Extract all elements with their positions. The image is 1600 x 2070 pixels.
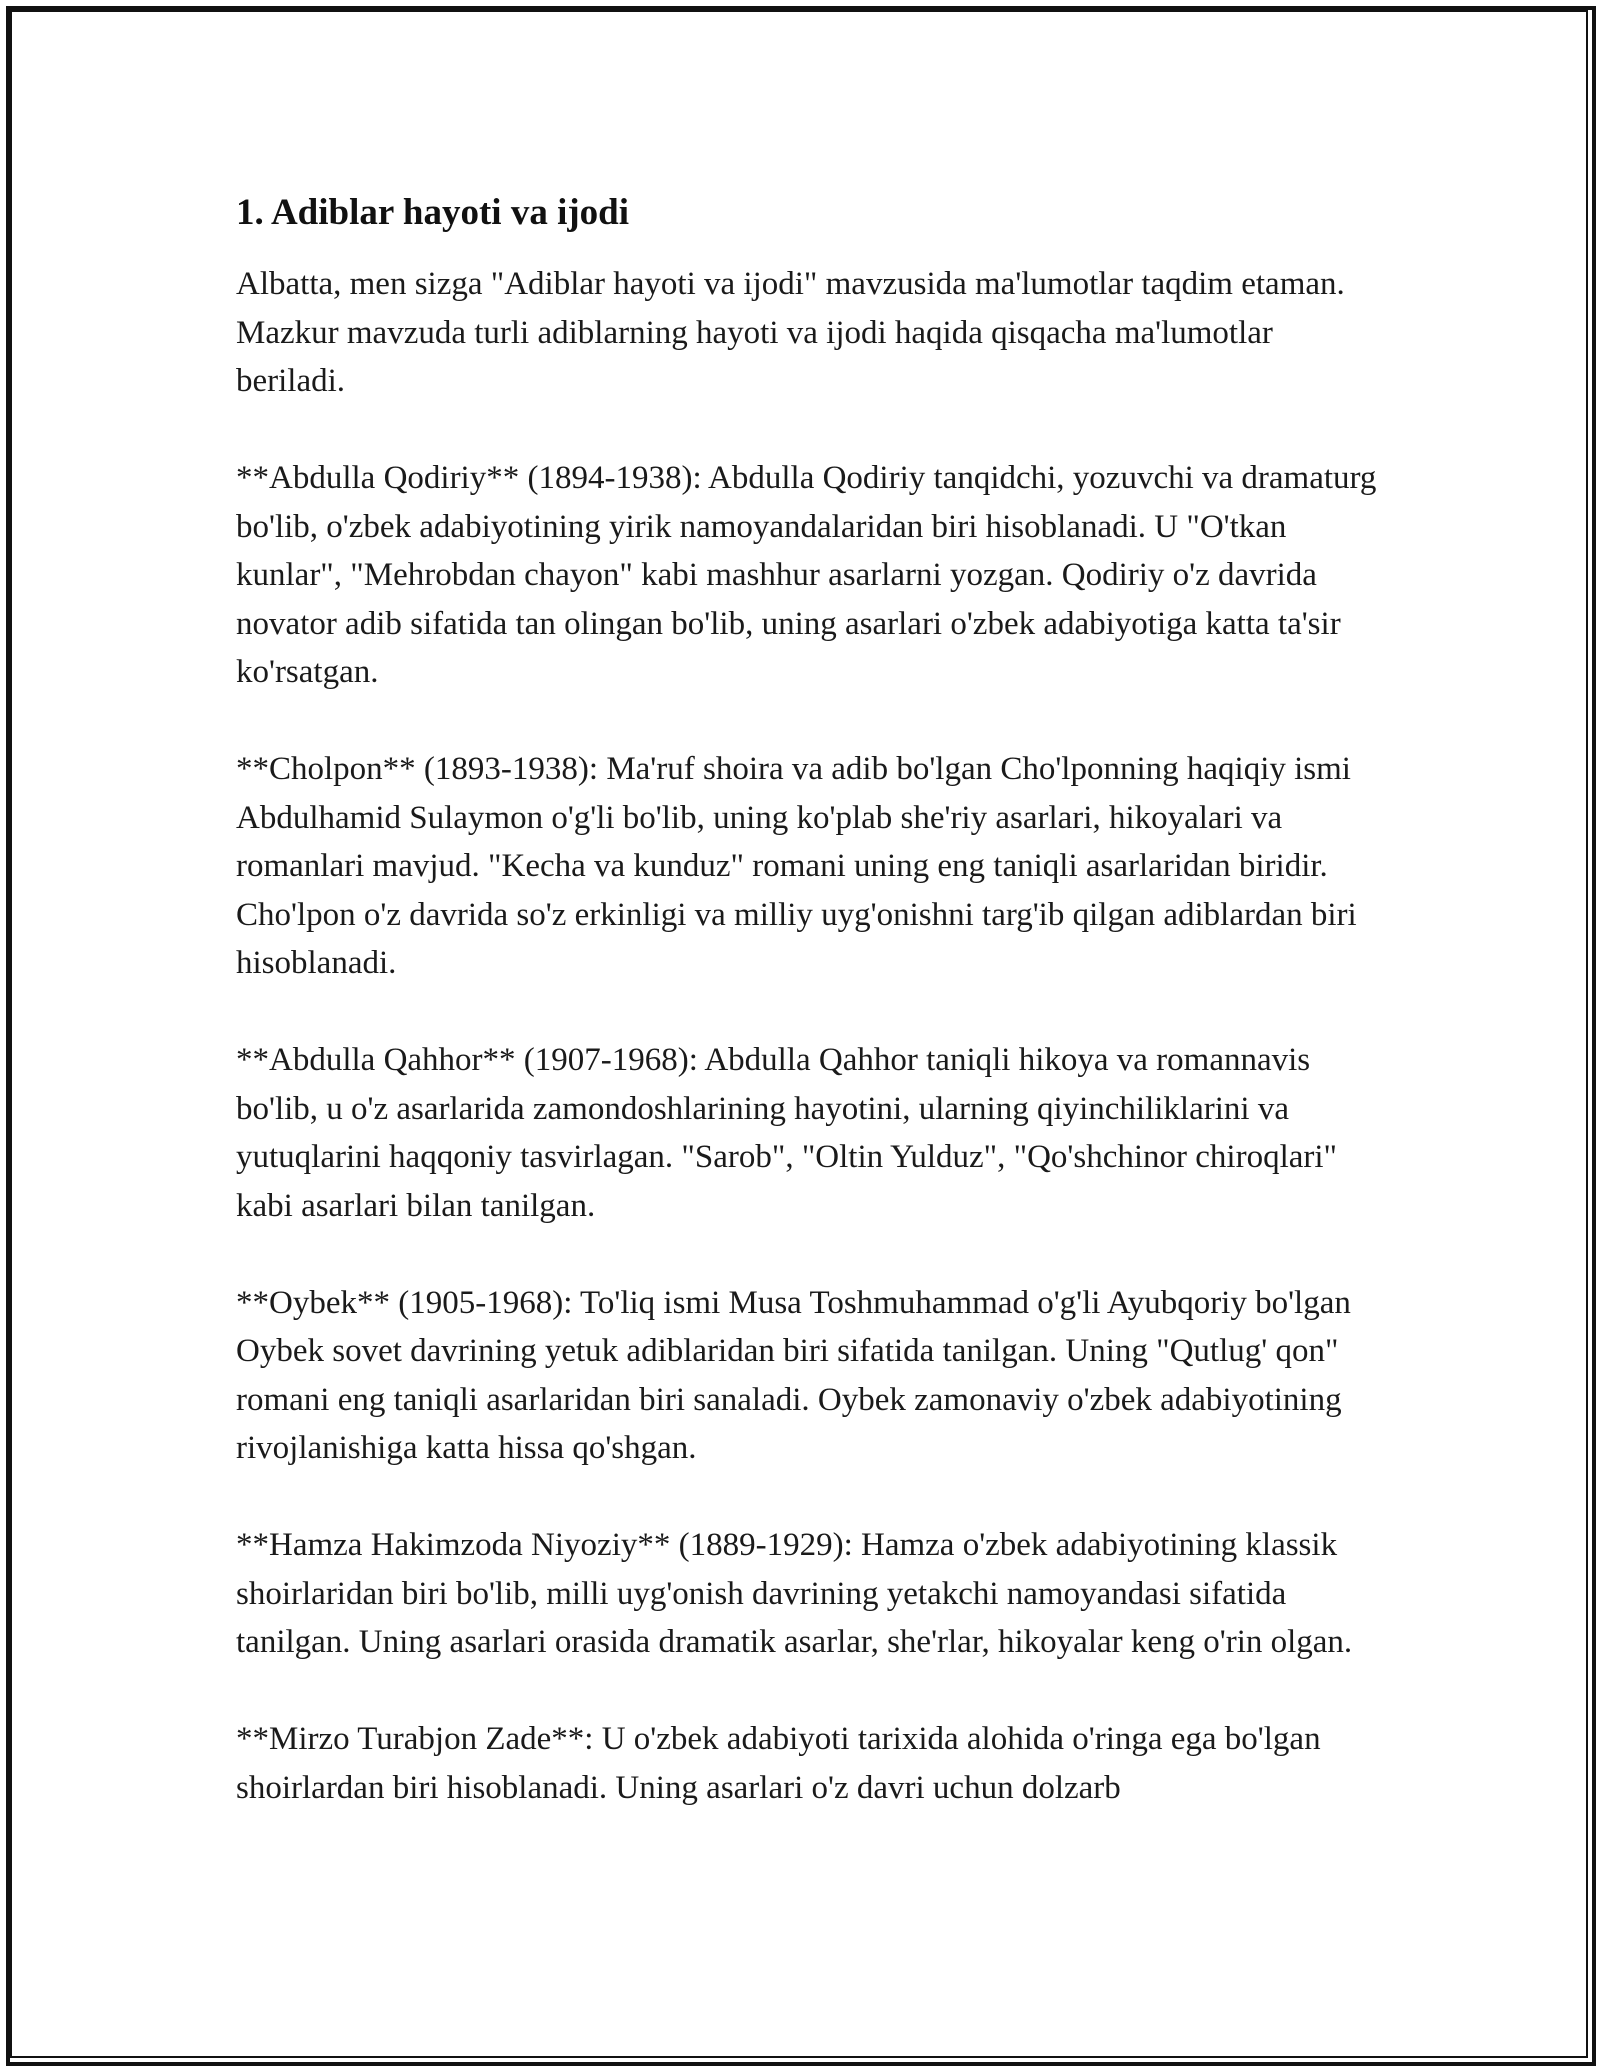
paragraph-abdulla-qodiriy: **Abdulla Qodiriy** (1894-1938): Abdulla Qodiriy tanqidchi, yozuvchi va dramaturg bo'lib, o'zbek adabiyotining yirik namoyandalaridan biri hisoblanadi. U "O'tkan kunlar", "Mehrobdan chayon" kabi mashhur asarlarni yozgan. Qodiriy o'z davrida novator adib sifatida tan olingan bo'lib, uning asarlari o'zbek adabiyotiga katta ta'sir ko'rsatgan. — [236, 460, 1377, 690]
paragraph-mirzo-turabjon-zade: **Mirzo Turabjon Zade**: U o'zbek adabiyoti tarixida alohida o'ringa ega bo'lgan shoirlardan biri hisoblanadi. Uning asarlari o'z davri uchun dolzarb — [236, 1721, 1321, 1806]
document-body — [236, 186, 1386, 1861]
paragraph-oybek: **Oybek** (1905-1968): To'liq ismi Musa Toshmuhammad o'g'li Ayubqoriy bo'lgan Oybek sovet davrining yetuk adiblaridan biri sifatida tanilgan. Uning "Qutlug' qon" romani eng taniqli asarlaridan biri sanaladi. Oybek zamonaviy o'zbek adabiyotining rivojlanishiga katta hissa qo'shgan. — [236, 1284, 1351, 1466]
paragraph-hamza: **Hamza Hakimzoda Niyoziy** (1889-1929): Hamza o'zbek adabiyotining klassik shoirlaridan biri bo'lib, milli uyg'onish davrining yetakchi namoyandasi sifatida tanilgan. Uning asarlari orasida dramatik asarlar, she'rlar, hikoyalar keng o'rin olgan. — [236, 1527, 1353, 1660]
paragraph-abdulla-qahhor: **Abdulla Qahhor** (1907-1968): Abdulla Qahhor taniqli hikoya va romannavis bo'lib, u o'z asarlarida zamondoshlarining hayotini, ularning qiyinchiliklarini va yutuqlarini haqqoniy tasvirlagan. "Sarob", "Oltin Yulduz", "Qo'shchinor chiroqlari" kabi asarlari bilan tanilgan. — [236, 1042, 1338, 1224]
paragraph-cholpon: **Cholpon** (1893-1938): Ma'ruf shoira va adib bo'lgan Cho'lponning haqiqiy ismi Abdulhamid Sulaymon o'g'li bo'lib, uning ko'plab she'riy asarlari, hikoyalari va romanlari mavjud. "Kecha va kunduz" romani uning eng taniqli asarlaridan biridir. Cho'lpon o'z davrida so'z erkinligi va milliy uyg'onishni targ'ib qilgan adiblardan biri hisoblanadi. — [236, 751, 1357, 981]
paragraph-intro: Albatta, men sizga "Adiblar hayoti va ijodi" mavzusida ma'lumotlar taqdim etaman. Mazkur mavzuda turli adiblarning hayoti va ijodi haqida qisqacha ma'lumotlar beriladi. — [236, 266, 1345, 399]
document-title: 1. Adiblar hayoti va ijodi — [236, 192, 630, 233]
